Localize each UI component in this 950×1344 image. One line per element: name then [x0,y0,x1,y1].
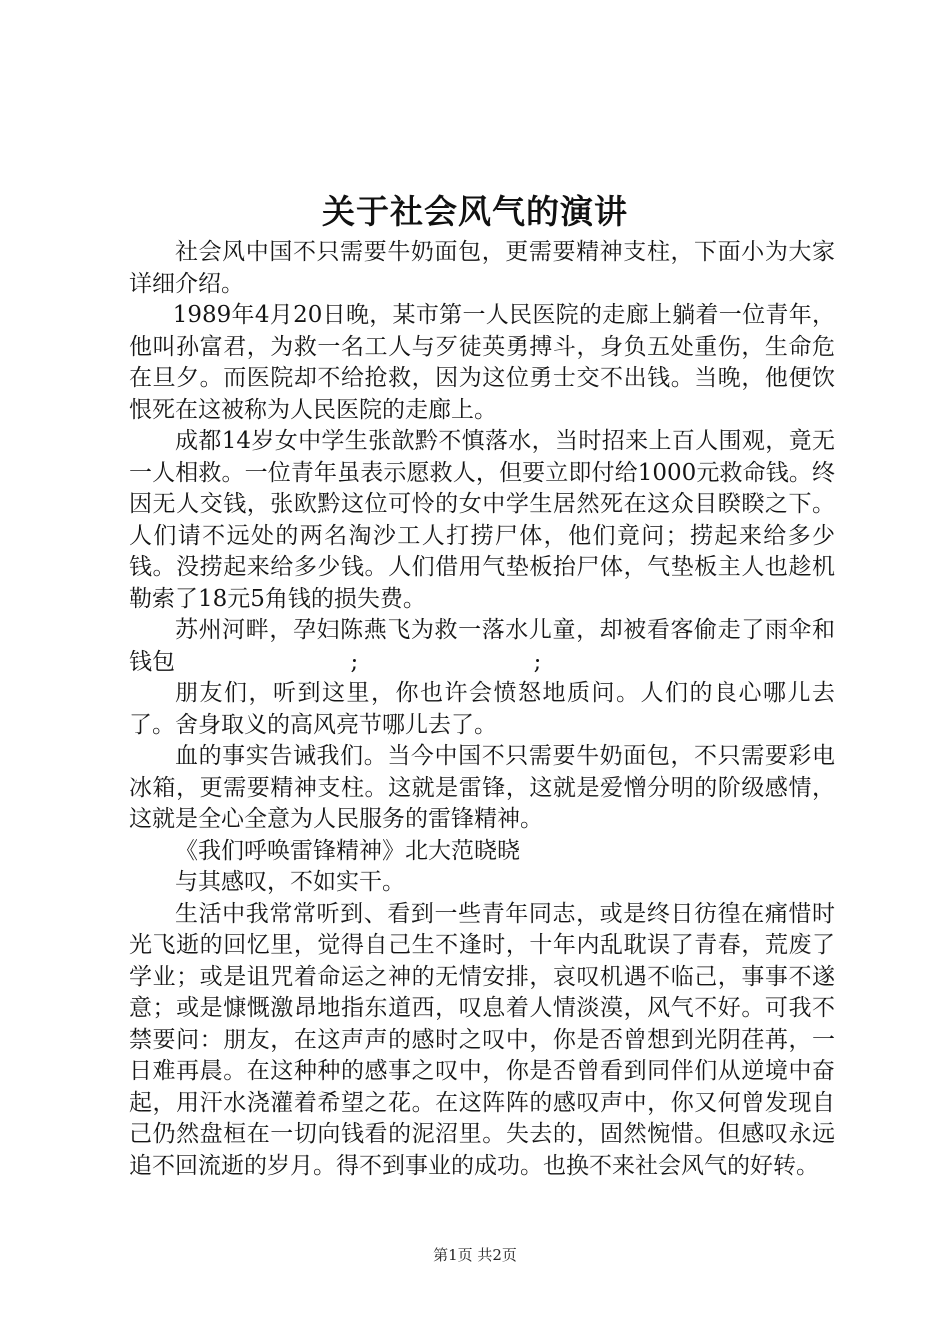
document-title: 关于社会风气的演讲 [322,192,628,231]
page-footer: 第1页 共2页 [433,1246,517,1264]
paragraph-blood-facts: 血的事实告诫我们。当今中国不只需要牛奶面包，不只需要彩电冰箱，更需要精神支柱。这就是雷锋，这就是爱憎分明的阶级感情，这就是全心全意为人民服务的雷锋精神。 [129,743,835,832]
paragraph-suzhou: 苏州河畔，孕妇陈燕飞为救一落水儿童，却被看客偷走了雨伞和钱包 ; ; [129,617,835,675]
paragraph-friends: 朋友们，听到这里，你也许会愤怒地质问。人们的良心哪儿去了。舍身取义的高风亮节哪儿去了。 [129,680,835,738]
paragraph-source: 《我们呼唤雷锋精神》北大范晓晓 [175,837,520,864]
document-body [129,237,835,1182]
paragraph-subtitle: 与其感叹，不如实干。 [175,869,405,895]
paragraph-intro: 社会风中国不只需要牛奶面包，更需要精神支柱，下面小为大家详细介绍。 [129,239,835,297]
paragraph-chengdu: 成都14岁女中学生张歆黔不慎落水，当时招来上百人围观，竟无一人相救。一位青年虽表示愿救人，但要立即付给1000元救命钱。终因无人交钱，张欧黔这位可怜的女中学生居然死在这众目睽睽之下。人们请不远处的两名淘沙工人打捞尸体，他们竟问；捞起来给多少钱。没捞起来给多少钱。人们借用气垫板抬尸体，气垫板主人也趁机勒索了18元5角钱的损失费。 [129,428,835,612]
paragraph-sun-fujun: 1989年4月20日晚，某市第一人民医院的走廊上躺着一位青年，他叫孙富君，为救一名工人与歹徒英勇搏斗，身负五处重伤，生命危在旦夕。而医院却不给抢救，因为这位勇士交不出钱。当晚，他便饮恨死在这被称为人民医院的走廊上。 [129,302,835,423]
paragraph-life: 生活中我常常听到、看到一些青年同志，或是终日彷徨在痛惜时光飞逝的回忆里，觉得自己生不逢时，十年内乱耽误了青春，荒废了学业；或是诅咒着命运之神的无情安排，哀叹机遇不临己，事事不遂意；或是慷慨激昂地指东道西，叹息着人情淡漠，风气不好。可我不禁要问：朋友，在这声声的感时之叹中，你是否曾想到光阴荏苒，一日难再晨。在这种种的感事之叹中，你是否曾看到同伴们从逆境中奋起，用汗水浇灌着希望之花。在这阵阵的感叹声中，你又何曾发现自己仍然盘桓在一切向钱看的泥沼里。失去的，固然惋惜。但感叹永远追不回流逝的岁月。得不到事业的成功。也换不来社会风气的好转。 [129,900,835,1179]
